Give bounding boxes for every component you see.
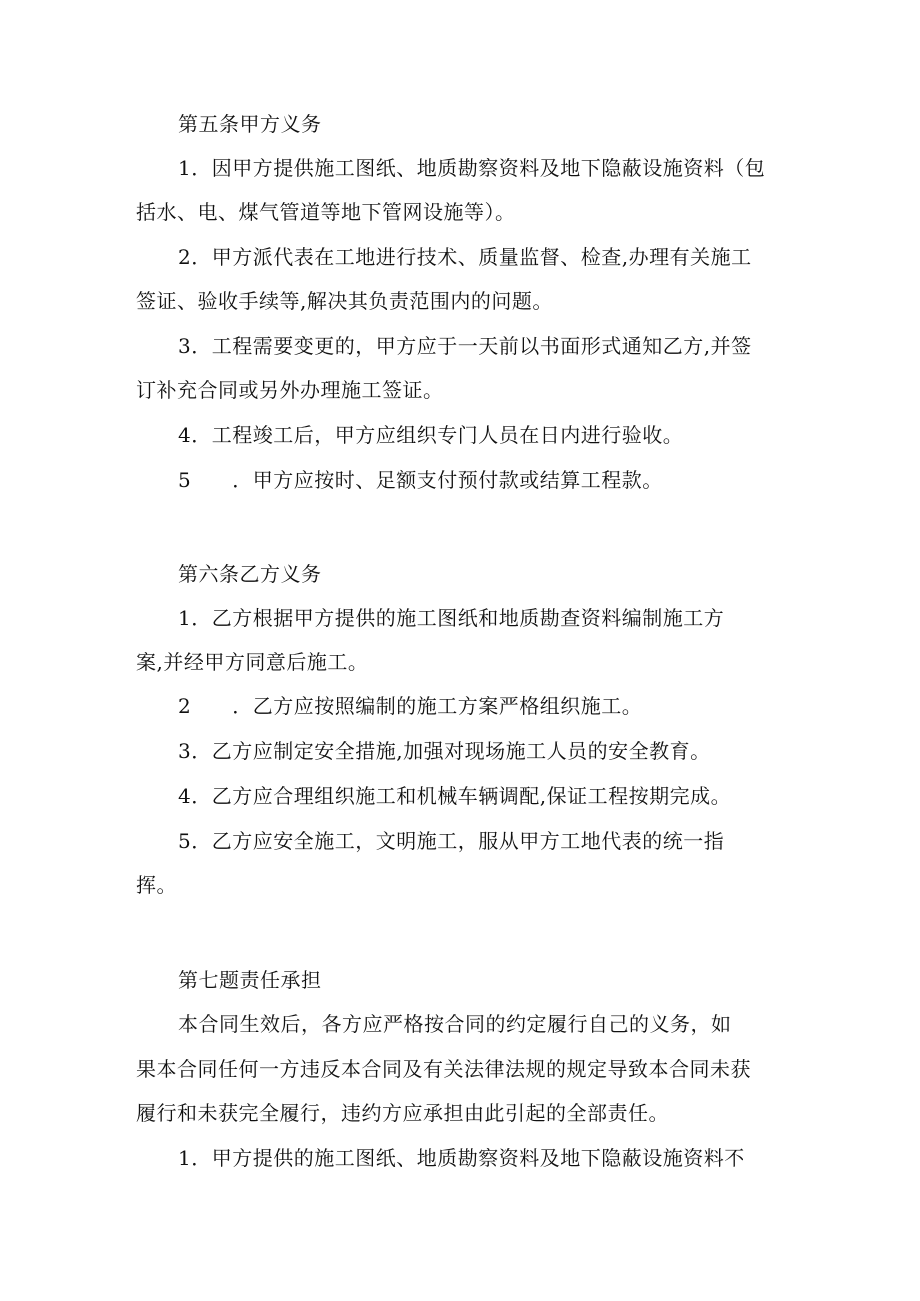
article6-line-6: 5．乙方应安全施工，文明施工，服从甲方工地代表的统一指 xyxy=(178,829,725,853)
article7-line-2: 果本合同任何一方违反本合同及有关法律法规的规定导致本合同未获 xyxy=(136,1057,751,1081)
article7-heading: 第七题责任承担 xyxy=(178,968,322,992)
article6-line-2: 案,并经甲方同意后施工。 xyxy=(136,650,369,674)
article5-line-1: 1．因甲方提供施工图纸、地质勘察资料及地下隐蔽设施资料（包 xyxy=(178,156,766,180)
article5-line-3: 2．甲方派代表在工地进行技术、质量监督、检查,办理有关施工 xyxy=(178,245,752,269)
article5-line-5: 3．工程需要变更的，甲方应于一天前以书面形式通知乙方,并签 xyxy=(178,334,752,358)
article6-line-1: 1．乙方根据甲方提供的施工图纸和地质勘查资料编制施工方 xyxy=(178,606,725,630)
article5-line-4: 签证、验收手续等,解决其负责范围内的问题。 xyxy=(136,289,553,313)
article6-line-5: 4．乙方应合理组织施工和机械车辆调配,保证工程按期完成。 xyxy=(178,784,732,808)
article6-line-4: 3．乙方应制定安全措施,加强对现场施工人员的安全教育。 xyxy=(178,739,711,763)
article6-line-3: 2 ．乙方应按照编制的施工方案严格组织施工。 xyxy=(178,694,643,718)
article5-line-2: 括水、电、煤气管道等地下管网设施等）。 xyxy=(136,200,516,224)
article5-heading: 第五条甲方义务 xyxy=(178,112,322,136)
article5-line-6: 订补充合同或另外办理施工签证。 xyxy=(136,378,444,402)
article6-line-7: 挥。 xyxy=(136,873,177,897)
article7-line-1: 本合同生效后，各方应严格按合同的约定履行自己的义务，如 xyxy=(178,1012,732,1036)
article7-line-3: 履行和未获完全履行，违约方应承担由此引起的全部责任。 xyxy=(136,1101,669,1125)
article7-line-4: 1．甲方提供的施工图纸、地质勘察资料及地下隐蔽设施资料不 xyxy=(178,1146,745,1170)
article5-line-8: 5 ．甲方应按时、足额支付预付款或结算工程款。 xyxy=(178,468,663,492)
article5-line-7: 4．工程竣工后，甲方应组织专门人员在日内进行验收。 xyxy=(178,423,684,447)
article6-heading: 第六条乙方义务 xyxy=(178,562,322,586)
